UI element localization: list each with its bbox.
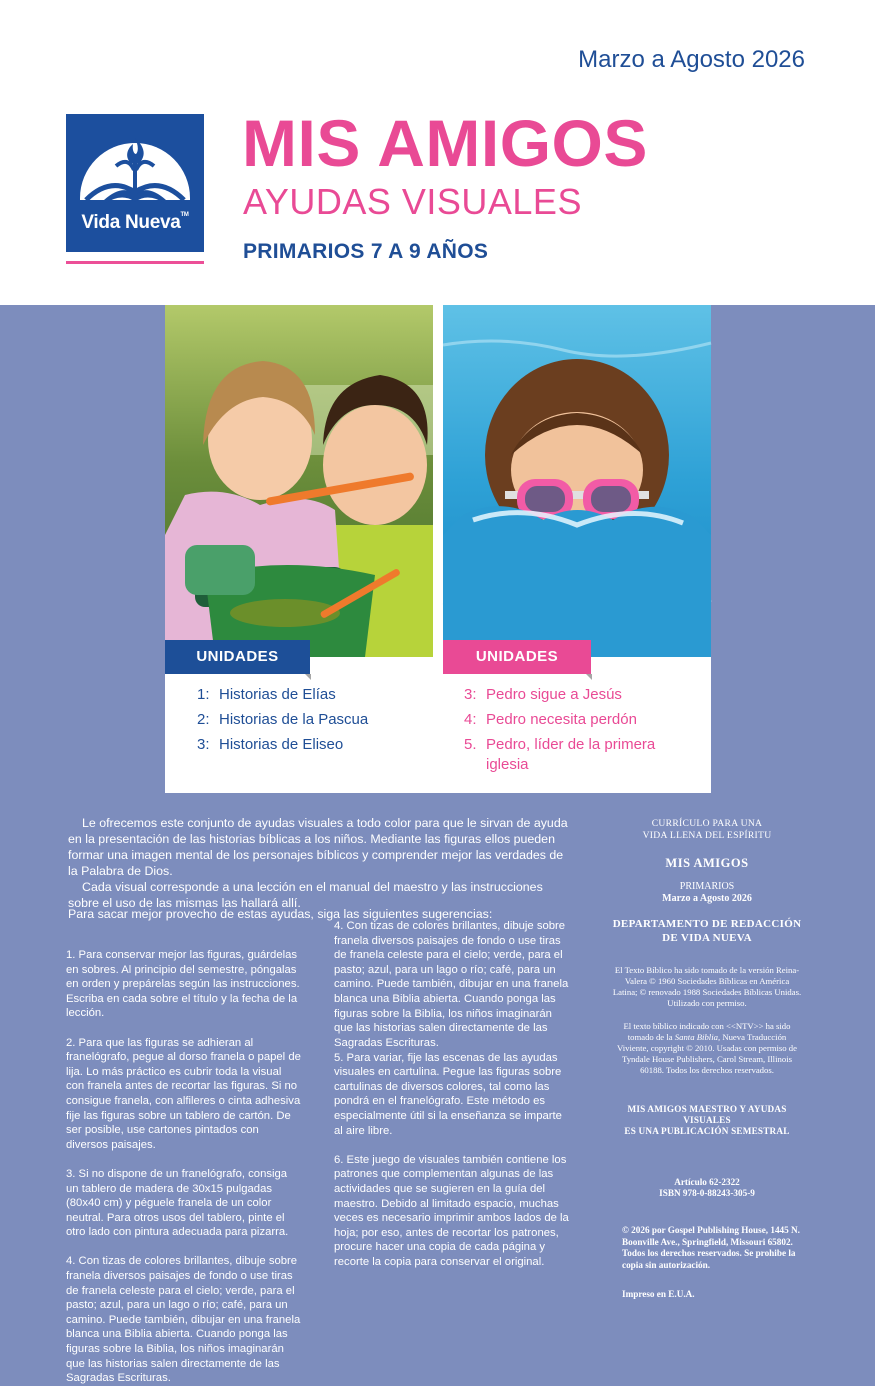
tip-1: 1. Para conservar mejor las figuras, guárdelas en sobres. Al principio del semestre, póngalas en orden y prepárelas según las instrucciones. Escriba en cada sobre el título y la fecha de la lección. [66, 949, 300, 1020]
sidebar-level: PRIMARIOS [679, 881, 735, 892]
girl-swimming-photo [443, 305, 711, 657]
unit-item: 5. Pedro, líder de la primera iglesia [464, 736, 656, 773]
unit-item: 3: Historias de Eliseo [197, 736, 344, 753]
intro-text [68, 815, 568, 911]
sidebar-title: MIS AMIGOS [665, 856, 749, 870]
department: DEPARTAMENTO DE REDACCIÓN DE VIDA NUEVA [612, 918, 802, 944]
units-list-right [464, 685, 696, 780]
tips-column-1 [66, 948, 302, 1385]
reina-valera-note: El Texto Bíblico ha sido tomado de la versión Reina-Valera © 1960 Sociedades Bíblicas en América Latina; © renovado 1988 Sociedades Bíblicas Unidas. Utilizado con permiso. [612, 965, 802, 1008]
printed-in: Impreso en E.U.A. [622, 1289, 695, 1299]
units-card [165, 305, 711, 793]
intro-paragraph: Le ofrecemos este conjunto de ayudas visuales a todo color para que le sirvan de ayuda en la presentación de las historias bíblicas a los niños. Mediante las figuras ellos pueden formar una imagen mental de los personajes bíblicos y comprender mejor las verdades de la Palabra de Dios. [68, 816, 568, 878]
tip-2: 2. Para que las figuras se adhieran al franelógrafo, pegue al dorso franela o papel de lija. Lo más práctico es cubrir toda la visual con franela antes de recortar las figuras. Si no consigue franela, con alfileres o cinta adhesiva fije las figuras sobre un tablero de cartón. De ser posible, use cartones pintados con diversos paisajes. [66, 1036, 301, 1151]
ntv-note: El texto bíblico indicado con <<NTV>> ha sido tomado de la Santa Biblia, Nueva Traducción Viviente, copyright © 2010. Usadas con permiso de Tyndale House Publishers, Carol Stream, Illinois 60188. Todos los derechos reservados. [616, 1021, 798, 1075]
tip-6: 6. Este juego de visuales también contiene los patrones que complementan algunas de las actividades que se sugieren en la guía del maestro. Debido al limitado espacio, muchas veces es necesario imprimir ambos lados de la hoja; por eso, antes de recortar los patrones, procure hacer una copia de cada página y recorte la copia para conservar el original. [334, 1153, 569, 1268]
units-list-left [197, 685, 368, 760]
page-subtitle: AYUDAS VISUALES [243, 181, 582, 222]
age-range: PRIMARIOS 7 A 9 AÑOS [243, 240, 489, 263]
unit-item: 1: Historias de Elías [197, 686, 336, 703]
units-tab-right: UNIDADES [443, 640, 591, 674]
vida-nueva-logo [66, 114, 204, 252]
unit-item: 3: Pedro sigue a Jesús [464, 686, 622, 703]
header-band [0, 0, 875, 305]
children-vegetables-photo [165, 305, 433, 657]
tip-3: 3. Si no dispone de un franelógrafo, consiga un tablero de madera de 30x15 pulgadas (80x40 cm) y péguele franela de un color neutral. Para otros usos del tablero, pinte el otro lado con pintura adecuada para pizarra. [66, 1167, 289, 1239]
sidebar-period: Marzo a Agosto 2026 [662, 893, 752, 904]
copyright-note: © 2026 por Gospel Publishing House, 1445 N. Boonville Ave., Springfield, Missouri 65802. Todos los derechos reservados. Se prohibe la copia sin autorización. [622, 1225, 800, 1270]
tip-5: 5. Para variar, fije las escenas de las ayudas visuales en cartulina. Pegue las figuras sobre cartulinas de diversos colores, tal como las pondrá en el franelógrafo. Este método es especialmente útil si la enseñanza se imparte al aire libre. [334, 1051, 562, 1137]
semester-note: MIS AMIGOS MAESTRO Y AYUDAS VISUALES ES UNA PUBLICACIÓN SEMESTRAL [624, 1104, 790, 1136]
logo-underline [66, 261, 204, 264]
page-title: MIS AMIGOS [242, 106, 648, 180]
suggestions-heading: Para sacar mejor provecho de estas ayudas, siga las siguientes sugerencias: [68, 907, 493, 921]
unit-item: 2: Historias de la Pascua [197, 711, 369, 728]
curriculum-tagline: CURRÍCULO PARA UNA VIDA LLENA DEL ESPÍRITU [642, 818, 772, 841]
article-info: Artículo 62-2322 ISBN 978-0-88243-305-9 [659, 1177, 755, 1198]
edition-date: Marzo a Agosto 2026 [578, 46, 805, 73]
tips-column-2 [334, 920, 570, 1284]
publication-sidebar [612, 818, 802, 1299]
tip-4-continued: 4. Con tizas de colores brillantes, dibuje sobre franela diversos paisajes de fondo o use tiras de franela celeste para el cielo; verde, para el pasto; azul, para un lago o río; café, para un camino. Puede también, dibujar en una franela blanca una Biblia abierta. Cuando ponga las figuras sobre la Biblia, los niños imaginarán que las historias salen directamente de las Sagradas Escrituras. [334, 920, 569, 1049]
flame-open-bible-icon [66, 114, 204, 212]
intro-paragraph: Cada visual corresponde a una lección en el manual del maestro y las instrucciones sobre el uso de las mismas las hallará allí. [68, 880, 543, 910]
logo-wordmark: Vida Nueva™ [81, 212, 189, 233]
unit-item: 4: Pedro necesita perdón [464, 711, 637, 728]
tip-4: 4. Con tizas de colores brillantes, dibuje sobre franela diversos paisajes de fondo o use tiras de franela celeste para el cielo; verde, para el pasto; azul, para un lago o río; café, para un camino. Puede también, dibujar en una franela blanca una Biblia abierta. Cuando ponga las figuras sobre la Biblia, los niños imaginarán que las historias salen directamente de las Sagradas Escrituras. [66, 1255, 301, 1385]
units-tab-left: UNIDADES [165, 640, 310, 674]
